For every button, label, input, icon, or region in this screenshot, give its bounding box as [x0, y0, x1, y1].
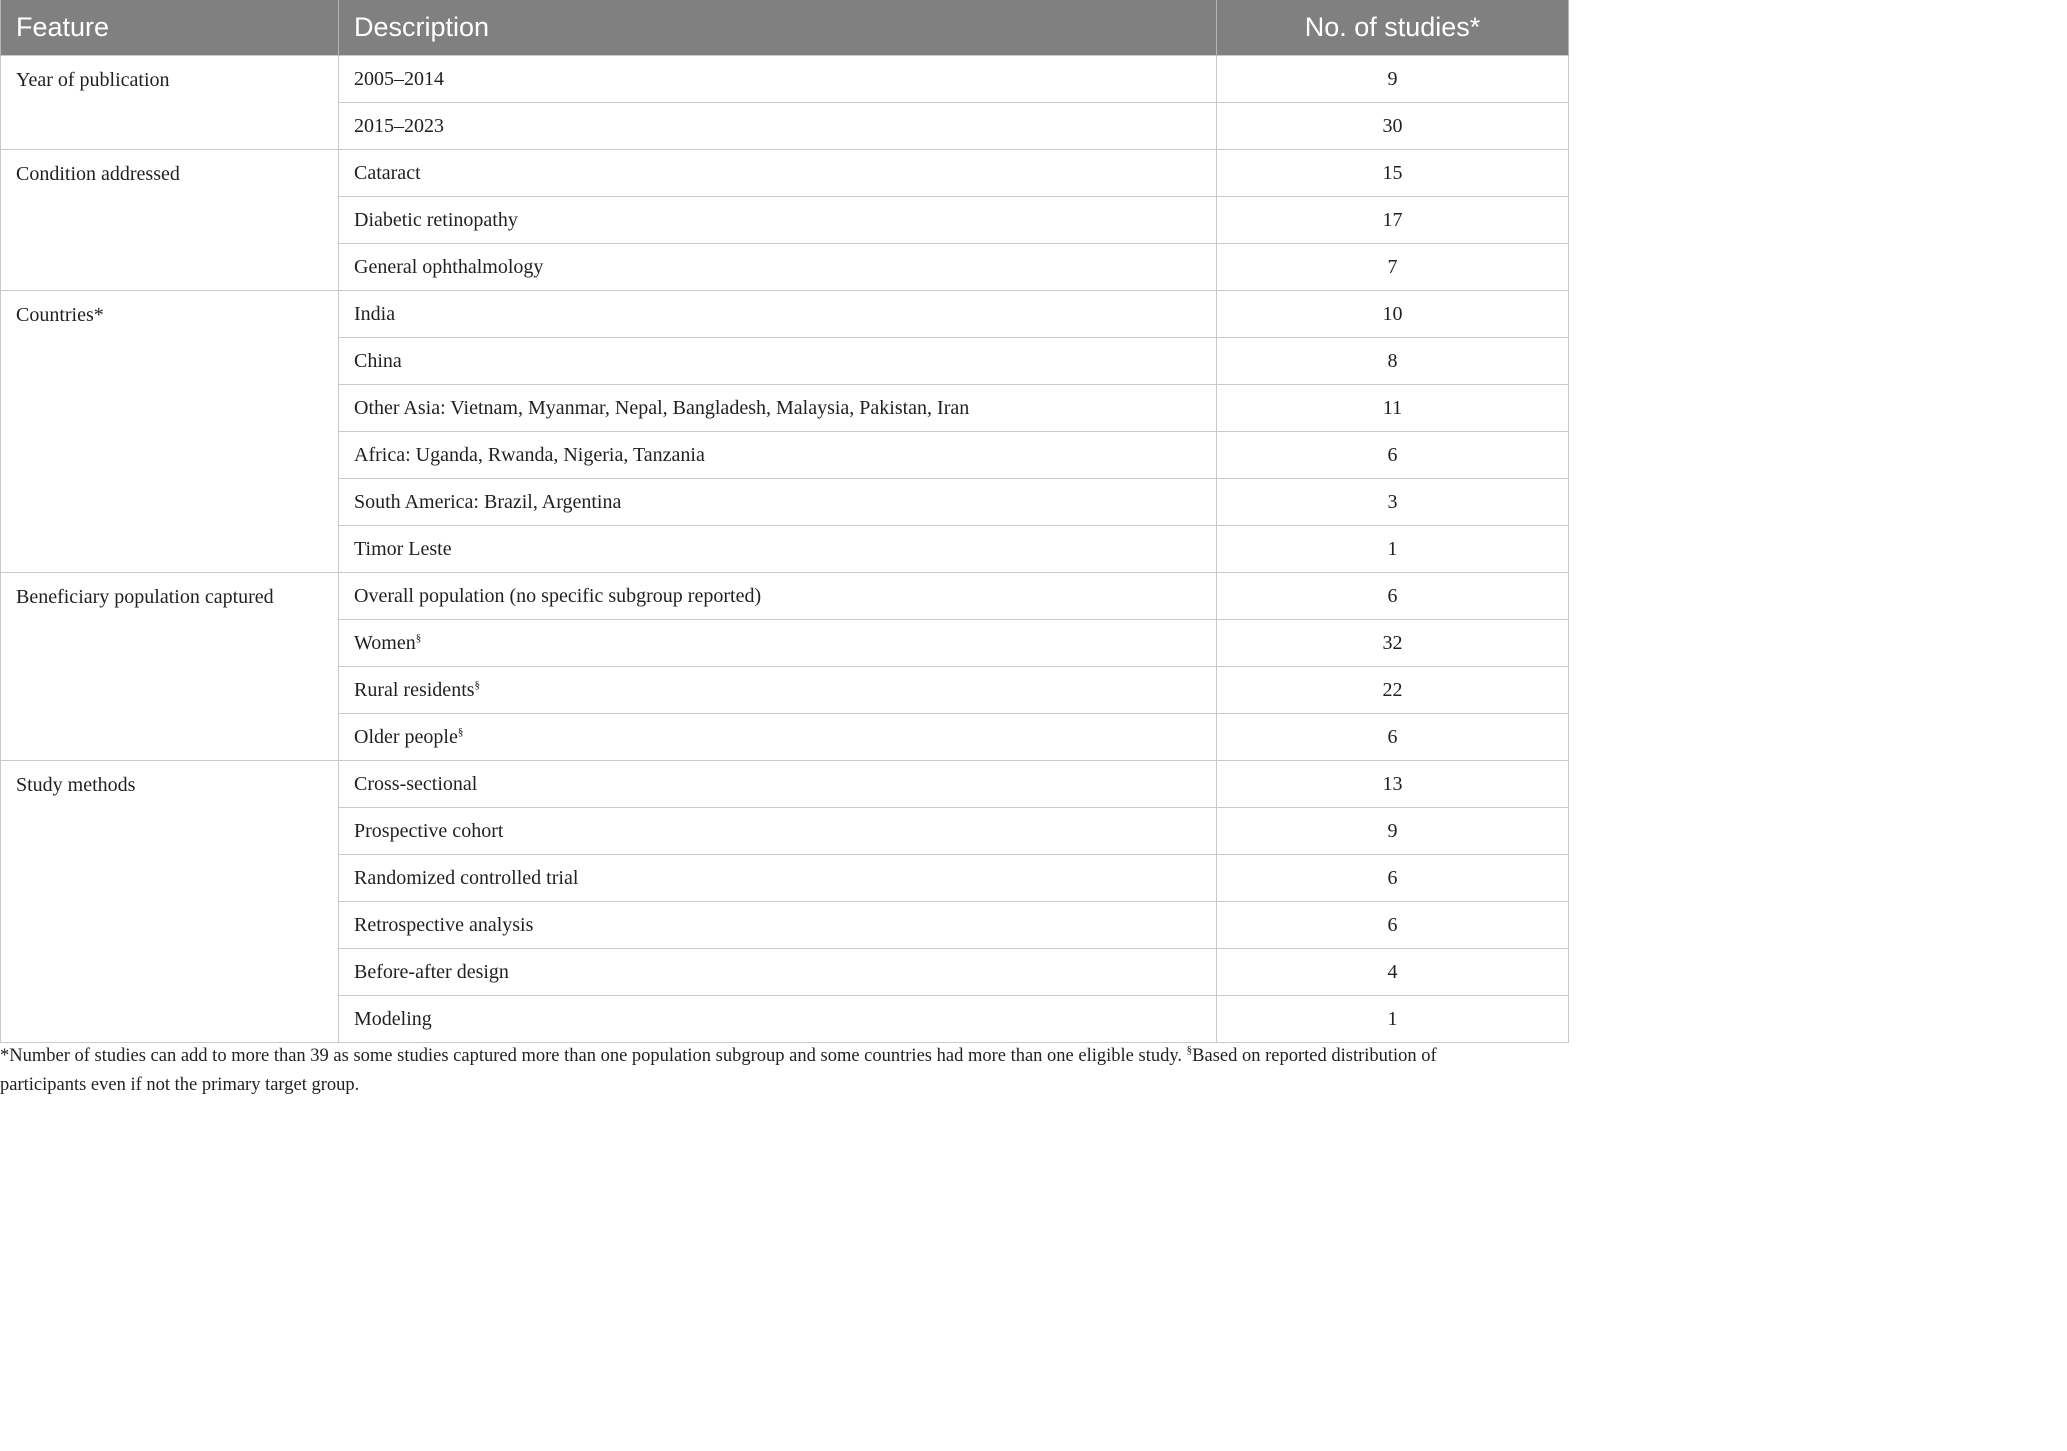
count-cell: 10	[1217, 290, 1569, 337]
description-cell	[339, 478, 1217, 525]
description-cell	[339, 431, 1217, 478]
count-cell: 11	[1217, 384, 1569, 431]
table-row	[1, 149, 1569, 196]
feature-cell: Study methods	[1, 760, 339, 1042]
description-cell	[339, 196, 1217, 243]
count-cell: 32	[1217, 619, 1569, 666]
description-text: Women	[354, 631, 416, 654]
description-text: Other Asia: Vietnam, Myanmar, Nepal, Bangladesh, Malaysia, Pakistan, Iran	[354, 396, 970, 419]
feature-cell: Year of publication	[1, 55, 339, 149]
table-row	[1, 572, 1569, 619]
description-text: Before-after design	[354, 960, 509, 983]
description-cell	[339, 102, 1217, 149]
count-cell: 6	[1217, 431, 1569, 478]
description-cell	[339, 713, 1217, 760]
table-row	[1, 760, 1569, 807]
description-text: Rural residents	[354, 678, 475, 701]
count-cell: 13	[1217, 760, 1569, 807]
description-text: Cataract	[354, 161, 421, 184]
count-cell: 17	[1217, 196, 1569, 243]
count-cell: 4	[1217, 948, 1569, 995]
description-cell	[339, 290, 1217, 337]
description-text: South America: Brazil, Argentina	[354, 490, 622, 513]
header-no-of-studies: No. of studies*	[1217, 0, 1569, 55]
description-cell	[339, 55, 1217, 102]
count-cell: 1	[1217, 525, 1569, 572]
description-text: 2015–2023	[354, 114, 444, 137]
count-cell: 7	[1217, 243, 1569, 290]
count-cell: 6	[1217, 854, 1569, 901]
description-cell	[339, 572, 1217, 619]
table-header-row	[1, 0, 1569, 55]
count-cell: 3	[1217, 478, 1569, 525]
description-cell	[339, 525, 1217, 572]
description-cell	[339, 948, 1217, 995]
description-text: India	[354, 302, 396, 325]
description-cell	[339, 901, 1217, 948]
description-text: Diabetic retinopathy	[354, 208, 518, 231]
feature-cell: Condition addressed	[1, 149, 339, 290]
description-cell	[339, 619, 1217, 666]
description-text: Modeling	[354, 1007, 432, 1030]
table-footnote	[0, 1042, 1500, 1100]
description-text: 2005–2014	[354, 67, 444, 90]
footnote-text-2: Based on reported distribution of participants even if not the primary target group.	[0, 1046, 1437, 1095]
description-cell	[339, 337, 1217, 384]
description-text: China	[354, 349, 402, 372]
count-cell: 6	[1217, 572, 1569, 619]
description-text: Overall population (no specific subgroup reported)	[354, 584, 762, 607]
description-cell	[339, 666, 1217, 713]
description-cell	[339, 384, 1217, 431]
description-text: General ophthalmology	[354, 255, 544, 278]
count-cell: 6	[1217, 901, 1569, 948]
description-text: Timor Leste	[354, 537, 452, 560]
feature-cell: Countries*	[1, 290, 339, 572]
description-text: Prospective cohort	[354, 819, 504, 842]
description-text: Cross-sectional	[354, 772, 478, 795]
section-mark: §	[457, 725, 464, 738]
table-body	[1, 55, 1569, 1042]
header-description: Description	[339, 0, 1217, 55]
count-cell: 30	[1217, 102, 1569, 149]
count-cell: 1	[1217, 995, 1569, 1042]
footnote-text-1: *Number of studies can add to more than 39 as some studies captured more than one population subgroup and some countries had more than one eligible study.	[0, 1046, 1187, 1066]
count-cell: 8	[1217, 337, 1569, 384]
description-cell	[339, 149, 1217, 196]
description-text: Older people	[354, 725, 458, 748]
description-cell	[339, 243, 1217, 290]
count-cell: 6	[1217, 713, 1569, 760]
header-feature: Feature	[1, 0, 339, 55]
count-cell: 9	[1217, 807, 1569, 854]
table-row	[1, 55, 1569, 102]
description-cell	[339, 760, 1217, 807]
description-cell	[339, 854, 1217, 901]
section-mark: §	[415, 631, 422, 644]
count-cell: 9	[1217, 55, 1569, 102]
description-text: Retrospective analysis	[354, 913, 534, 936]
count-cell: 15	[1217, 149, 1569, 196]
feature-cell: Beneficiary population captured	[1, 572, 339, 760]
table-row	[1, 290, 1569, 337]
description-cell	[339, 807, 1217, 854]
description-text: Africa: Uganda, Rwanda, Nigeria, Tanzania	[354, 443, 705, 466]
footnote-section-mark: §	[1186, 1044, 1193, 1056]
description-cell	[339, 995, 1217, 1042]
section-mark: §	[474, 678, 481, 691]
description-text: Randomized controlled trial	[354, 866, 579, 889]
count-cell: 22	[1217, 666, 1569, 713]
